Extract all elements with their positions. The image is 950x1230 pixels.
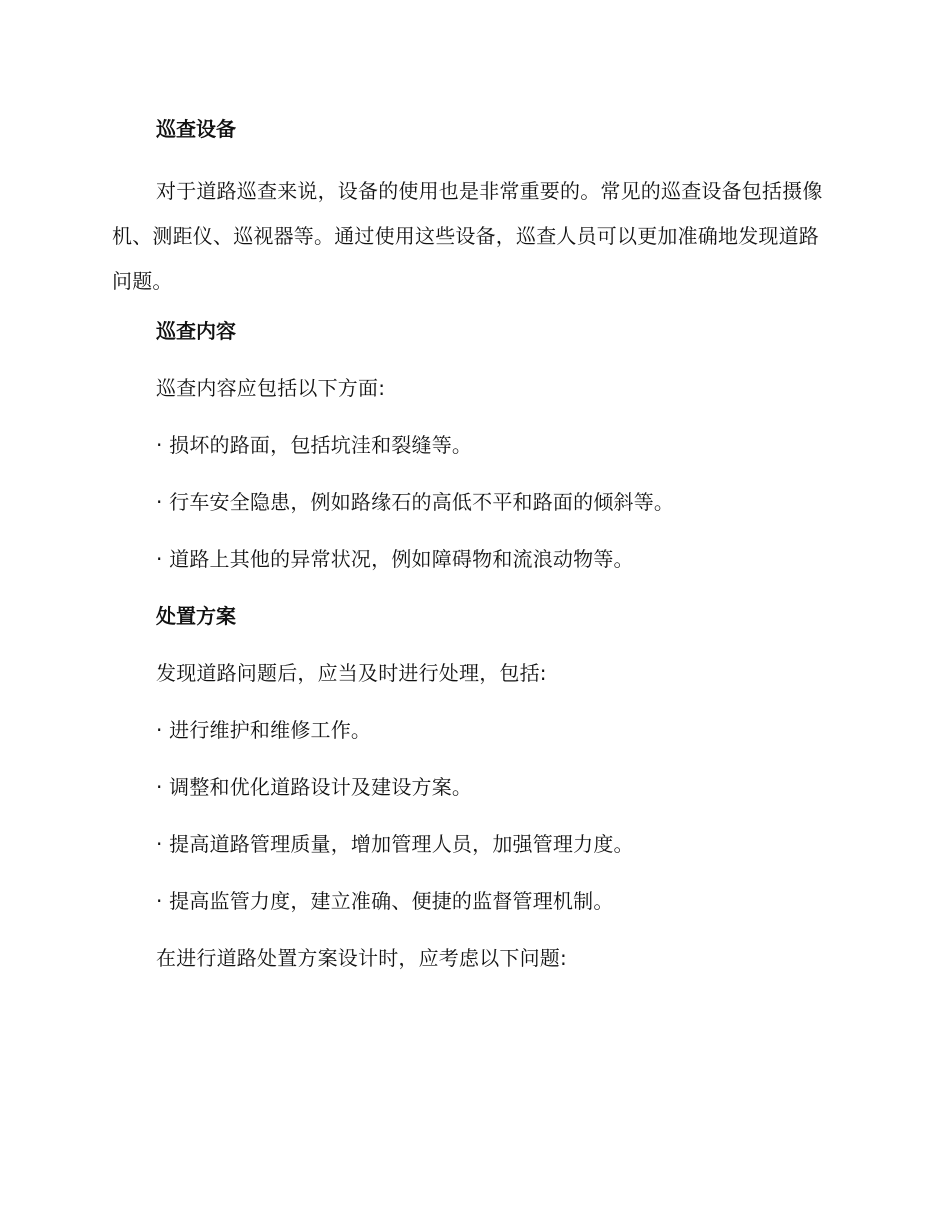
content-list-item: · 损坏的路面，包括坑洼和裂缝等。: [156, 433, 473, 457]
plan-list-item: · 提高监管力度，建立准确、便捷的监督管理机制。: [156, 889, 614, 913]
content-list-item: · 行车安全隐患，例如路缘石的高低不平和路面的倾斜等。: [156, 490, 675, 514]
content-list-item: · 道路上其他的异常状况，例如障碍物和流浪动物等。: [156, 547, 634, 571]
document-body: [112, 112, 832, 998]
plan-list-item: · 进行维护和维修工作。: [156, 718, 372, 742]
content-intro: 巡查内容应包括以下方面:: [156, 376, 386, 400]
section-heading-plan: 处置方案: [156, 604, 236, 628]
plan-closing: 在进行道路处置方案设计时，应考虑以下问题:: [156, 946, 567, 970]
plan-list-item: · 调整和优化道路设计及建设方案。: [156, 775, 473, 799]
plan-intro: 发现道路问题后，应当及时进行处理，包括:: [156, 661, 547, 685]
plan-list-item: · 提高道路管理质量，增加管理人员，加强管理力度。: [156, 832, 634, 856]
section-heading-content: 巡查内容: [156, 319, 236, 343]
section-heading-equipment: 巡查设备: [156, 117, 236, 141]
equipment-paragraph: 对于道路巡查来说，设备的使用也是非常重要的。常见的巡查设备包括摄像机、测距仪、巡视器等。通过使用这些设备，巡查人员可以更加准确地发现道路问题。: [112, 179, 823, 293]
